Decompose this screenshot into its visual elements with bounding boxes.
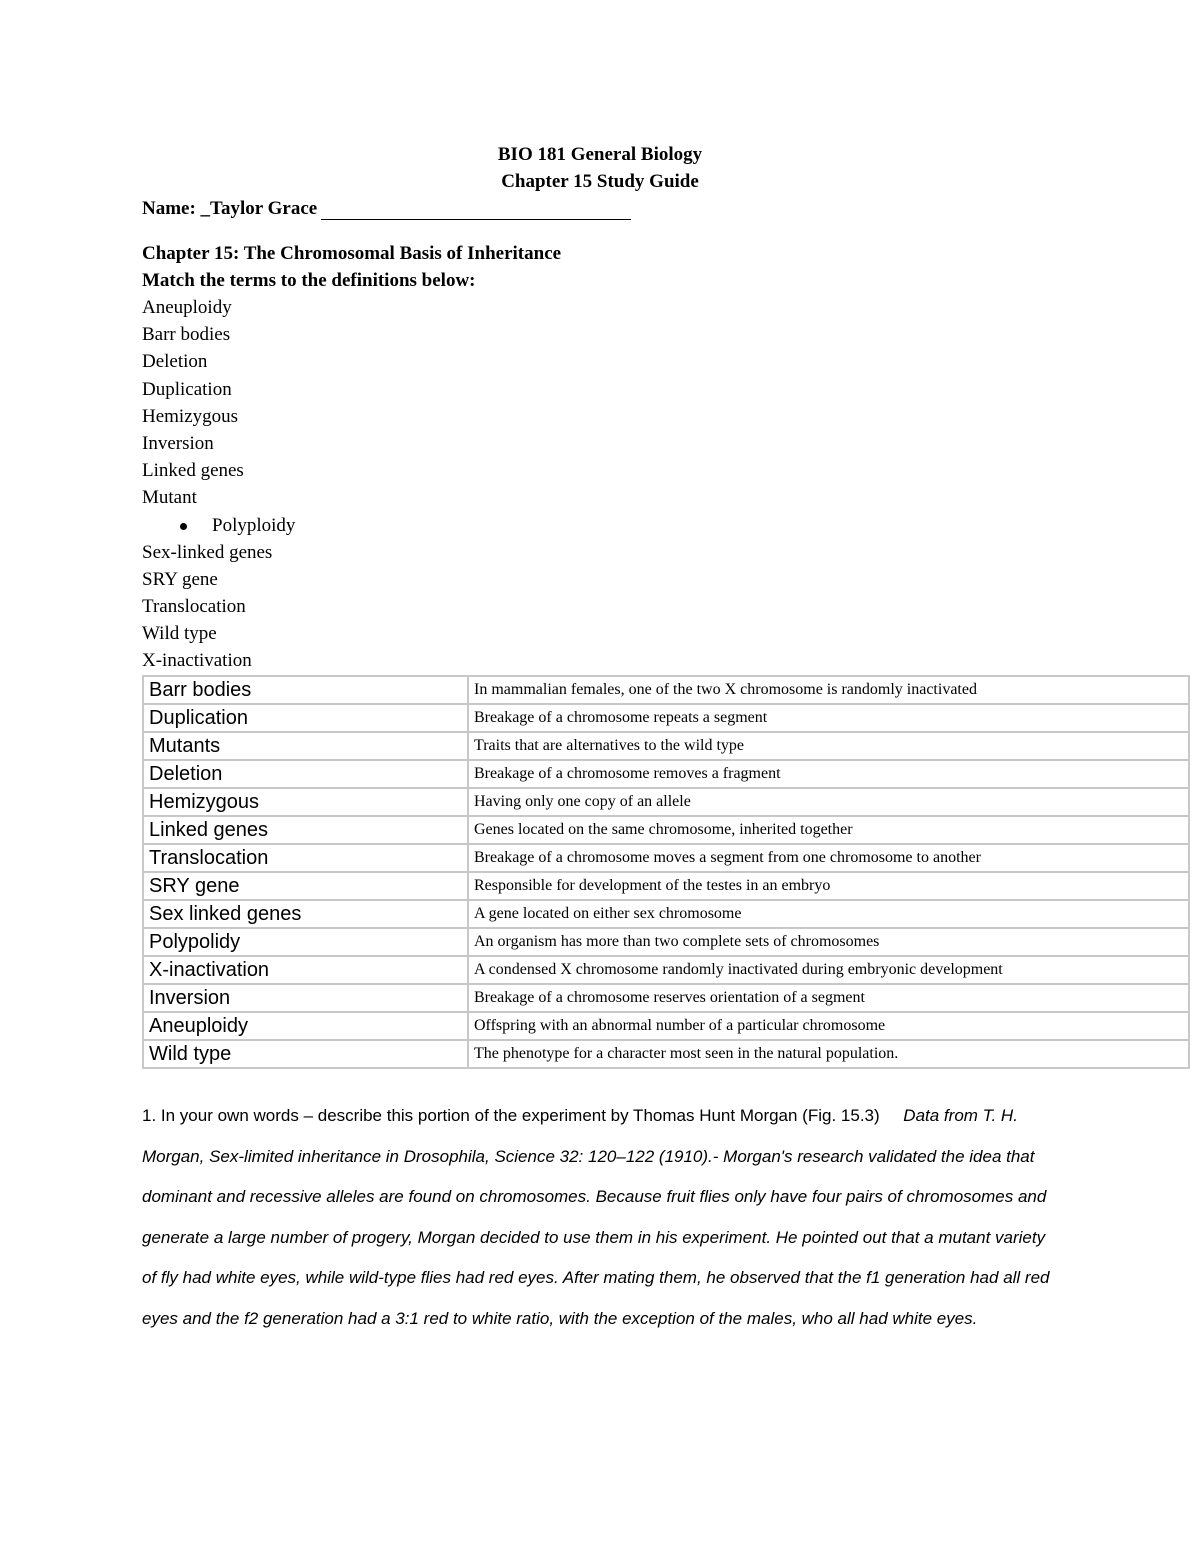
chapter-heading: Chapter 15: The Chromosomal Basis of Inheritance (142, 243, 562, 264)
match-definition: In mammalian females, one of the two X chromosome is randomly inactivated (468, 676, 1189, 704)
table-row (143, 1012, 1189, 1040)
table-row (143, 676, 1189, 704)
course-title: BIO 181 General Biology (497, 144, 703, 165)
study-guide-title: Chapter 15 Study Guide (501, 171, 699, 192)
match-definition: Offspring with an abnormal number of a particular chromosome (468, 1012, 1189, 1040)
table-row (143, 760, 1189, 788)
match-definition: Having only one copy of an allele (468, 788, 1189, 816)
match-definition: Breakage of a chromosome reserves orientation of a segment (468, 984, 1189, 1012)
term-item: Duplication (142, 378, 232, 400)
question-prompt: 1. In your own words – describe this portion of the experiment by Thomas Hunt Morgan (Fig. 15.3) (142, 1106, 880, 1125)
terms-list (142, 296, 295, 677)
table-row (143, 872, 1189, 900)
term-item: Sex-linked genes (142, 541, 273, 563)
term-item: Hemizygous (142, 405, 239, 427)
matching-table (142, 675, 1190, 1069)
match-definition: A condensed X chromosome randomly inactivated during embryonic development (468, 956, 1189, 984)
term-item-bulleted: Polyploidy (142, 514, 295, 541)
term-item: SRY gene (142, 568, 218, 590)
match-term: X-inactivation (143, 956, 468, 984)
match-term: Duplication (143, 704, 468, 732)
term-item: X-inactivation (142, 650, 252, 672)
question-answer: Data from T. H. Morgan, Sex-limited inheritance in Drosophila, Science 32: 120–122 (1910).- Morgan's research validated the idea that dominant and recessive alleles are found on chromosomes. Because fruit flies only have four pairs of chromosomes and generate a large number of progery, Morgan decided to use them in his experiment. He pointed out that a mutant variety of fly had white eyes, while wild-type flies had red eyes. After mating them, he observed that the f1 generation had all red eyes and the f2 generation had a 3:1 red to white ratio, with the exception of the males, who all had white eyes. (142, 1106, 1050, 1328)
match-term: Polypolidy (143, 928, 468, 956)
name-underline (321, 201, 631, 220)
match-instruction: Match the terms to the definitions below: (142, 270, 476, 291)
match-term: Barr bodies (143, 676, 468, 704)
table-row (143, 732, 1189, 760)
name-label: Name: _Taylor Grace (142, 198, 318, 219)
match-definition: Breakage of a chromosome removes a fragment (468, 760, 1189, 788)
term-item: Wild type (142, 623, 217, 645)
term-item: Deletion (142, 351, 208, 373)
match-term: Linked genes (143, 816, 468, 844)
match-term: Wild type (143, 1040, 468, 1068)
match-term: Translocation (143, 844, 468, 872)
term-item: Mutant (142, 487, 197, 509)
match-definition: Breakage of a chromosome repeats a segment (468, 704, 1189, 732)
match-definition: An organism has more than two complete sets of chromosomes (468, 928, 1189, 956)
match-term: Sex linked genes (143, 900, 468, 928)
match-definition: Genes located on the same chromosome, inherited together (468, 816, 1189, 844)
match-definition: Responsible for development of the testes in an embryo (468, 872, 1189, 900)
match-definition: A gene located on either sex chromosome (468, 900, 1189, 928)
match-term: Mutants (143, 732, 468, 760)
name-field (142, 198, 631, 220)
table-row (143, 928, 1189, 956)
table-row (143, 788, 1189, 816)
term-item: Aneuploidy (142, 297, 232, 318)
table-row (143, 900, 1189, 928)
table-row (143, 956, 1189, 984)
match-term: Deletion (143, 760, 468, 788)
match-definition: Breakage of a chromosome moves a segment from one chromosome to another (468, 844, 1189, 872)
table-row (143, 816, 1189, 844)
table-row (143, 844, 1189, 872)
term-item: Inversion (142, 432, 214, 454)
match-term: Inversion (143, 984, 468, 1012)
match-definition: Traits that are alternatives to the wild type (468, 732, 1189, 760)
term-item: Linked genes (142, 460, 244, 482)
match-definition: The phenotype for a character most seen in the natural population. (468, 1040, 1189, 1068)
table-row (143, 1040, 1189, 1068)
match-term: Aneuploidy (143, 1012, 468, 1040)
table-row (143, 984, 1189, 1012)
question-block (142, 1096, 1062, 1340)
term-item: Translocation (142, 596, 246, 618)
term-item: Barr bodies (142, 324, 231, 346)
table-row (143, 704, 1189, 732)
match-term: SRY gene (143, 872, 468, 900)
match-term: Hemizygous (143, 788, 468, 816)
